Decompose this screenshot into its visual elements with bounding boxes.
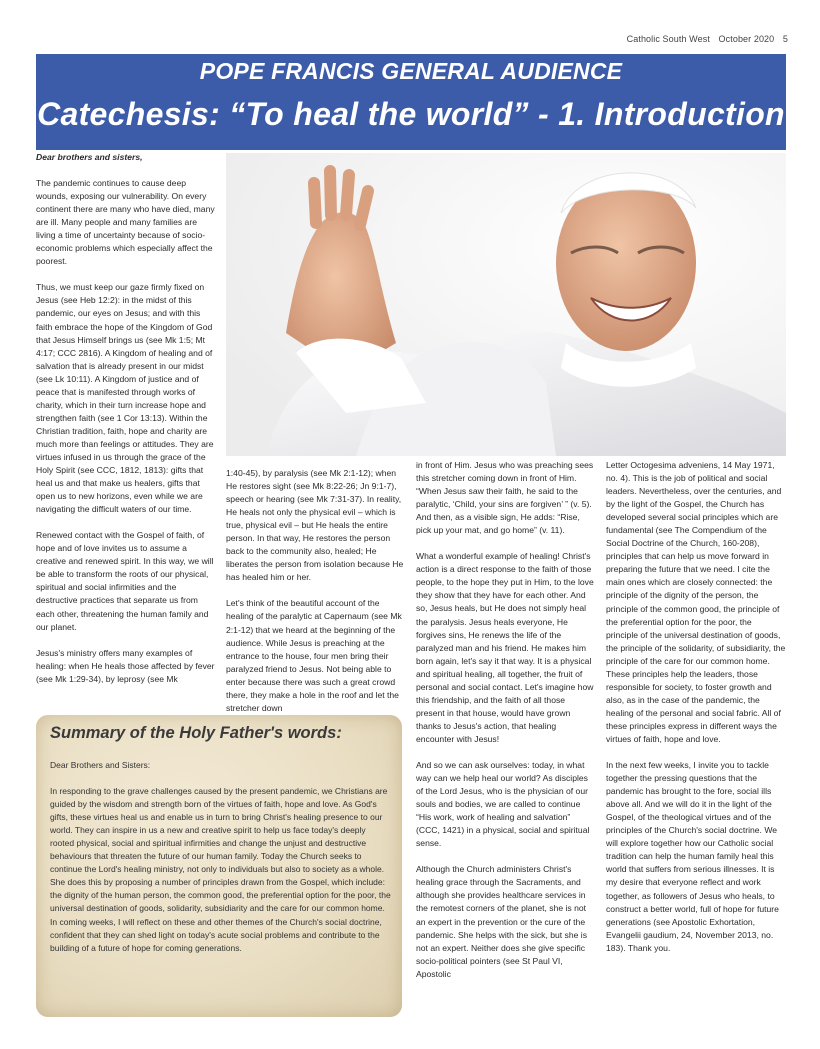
summary-box [36,715,402,1017]
paragraph: Renewed contact with the Gospel of faith, of hope and of love invites us to assume a creative and renewed spirit. In this way, we will be able to transform the roots of our physical, spiritual and social infirmities and the destructive practices that separate us from each other, threatening the human family and our planet. [36,530,214,632]
article-column-2 [226,467,404,728]
issue-date: October 2020 [718,34,775,44]
page-number: 5 [782,34,788,44]
pope-illustration [226,153,786,456]
article-column-1 [36,151,216,699]
banner-kicker: POPE FRANCIS GENERAL AUDIENCE [199,58,623,84]
paragraph: Jesus's ministry offers many examples of healing: when He heals those affected by fever (see Mk 1:29-34), by leprosy (see Mk [36,647,215,684]
publication-name: Catholic South West [626,34,710,44]
paragraph: In the next few weeks, I invite you to tackle together the pressing questions that the pandemic has brought to the fore, social ills above all. And we will do it in the light of the Gospel, of the theological virtues and of the principles of the Church's social doctrine. We will explore together how our Catholic social tradition can help the human family heal this world that suffers from serious illnesses. It is my desire that everyone reflect and work together, as followers of Jesus who heals, to construct a better world, full of hope for future generations (see Apostolic Exhortation, Evangelii gaudium, 24, November 2013, no. 183). Thank you. [606,760,779,953]
paragraph: Let's think of the beautiful account of the healing of the paralytic at Capernaum (see Mk 2:1-12) that we heard at the beginning of the audience. While Jesus is preaching at the entrance to the house, four men bring their paralyzed friend to Jesus. Not being able to enter because there was such a great crowd there, they make a hole in the roof and let the stretcher down [226,598,402,713]
paragraph: Letter Octogesima adveniens, 14 May 1971, no. 4). This is the job of political and social leaders. Nevertheless, over the centuries, and by the light of the Gospel, the Church has developed several social principles which are fundamental (see The Compendium of the Social Doctrine of the Church, 160-208), principles that can help us move forward in preparing the future that we need. I cite the main ones which are closely connected: the principle of the dignity of the person, the principle of the common good, the principle of the preferential option for the poor, the principle of the universal destination of goods, the principle of the solidarity, of subsidiarity, the principle of the care for our common home. These principles help the leaders, those responsible for society, to foster growth and also, as in the case of the pandemic, the healing of the personal and social fabric. All of these principles express in different ways the virtues of faith, hope and love. [606,460,786,744]
summary-text: In responding to the grave challenges caused by the present pandemic, we Christians are guided by the wisdom and strength born of the virtues of faith, hope and love. As God's gifts, these virtues heal us and enable us in turn to bring Christ's healing presence to our world. They can inspire in us a new and creative spirit to help us face today's deeply rooted physical, social and spiritual infirmities and change the unjust and destructive behaviours that threaten the future of our human family. Today the Church seeks to continue the Lord's healing ministry, not only to individuals but also to society as a whole. She does this by proposing a number of principles drawn from the Gospel, which include: the dignity of the human person, the common good, the preferential option for the poor, the universal destination of goods, solidarity, subsidiarity and the care for our common home. In coming weeks, I will reflect on these and other themes of the Church's social doctrine, confident that they can shed light on today's acute social problems and contribute to the building of a future of hope for coming generations. [50,786,391,953]
paragraph: Thus, we must keep our gaze firmly fixed on Jesus (see Heb 12:2): in the midst of this pandemic, our eyes on Jesus; and with this faith embrace the hope of the Kingdom of God that Jesus Himself brings us (see Mk 1:5; Mt 4:17; CCC 2816). A Kingdom of healing and of salvation that is already present in our midst (see Lk 10:11). A Kingdom of justice and of peace that is manifested through works of charity, which in their turn increase hope and strengthen faith (see 1 Cor 13:13). Within the Christian tradition, faith, hope and charity are much more than feelings or attitudes. They are virtues infused in us through the grace of the Holy Spirit (see CCC, 1812, 1813): gifts that heal us and that make us healers, gifts that open us to new horizons, even while we are navigating the difficult waters of our time. [36,282,214,515]
summary-greeting: Dear Brothers and Sisters: [50,760,151,770]
article-column-4 [606,459,786,968]
paragraph: What a wonderful example of healing! Christ's action is a direct response to the faith of those people, to the hope they put in Him, to the love they show that they have for each other. And so, Jesus heals, but He does not simply heal the paralysis. Jesus heals everyone, He forgives sins, He renews the life of the paralyzed man and his friend. He makes him born again, let's say it that way. It is a physical and spiritual healing, all together, the fruit of personal and social contact. Let's imagine how this friendship, and the faith of all those present in that house, would have grown thanks to Jesus's action, that healing encounter with Jesus! [416,551,594,744]
paragraph: in front of Him. Jesus who was preaching sees this stretcher coming down in front of Him. “When Jesus saw their faith, he said to the paralytic, ‘Child, your sins are forgiven’ ” (v. 5). And then, as a visible sign, He adds: “Rise, pick up your mat, and go home” (v. 11). [416,460,594,536]
paragraph: Although the Church administers Christ's healing grace through the Sacraments, and although she provides healthcare services in the remotest corners of the planet, she is not an expert in the prevention or the cure of the pandemic. She helps with the sick, but she is not an expert. Neither does she give specific socio-political pointers (see St Paul VI, Apostolic [416,864,588,979]
title-banner [36,54,786,150]
running-head [621,34,788,44]
paragraph: The pandemic continues to cause deep wounds, exposing our vulnerability. On every continent there are many who have died, many are ill. Many people and many families are living a time of uncertainty because of socio-economic problems which especially affect the poorest. [36,178,215,267]
pope-photo [226,153,786,456]
paragraph: 1:40-45), by paralysis (see Mk 2:1-12); when He restores sight (see Mk 8:22-26; Jn 9:1-7), speech or hearing (see Mk 7:31-37). In reality, He heals not only the physical evil – which is true, physical evil – but He heals the entire person. In that way, He restores the person back to the community also, healed; He liberates the person from isolation because He has healed him or her. [226,468,404,583]
article-headline: Catechesis: “To heal the world” - 1. Introduction [37,96,785,132]
summary-body [50,759,392,968]
summary-title: Summary of the Holy Father's words: [50,724,342,742]
salutation: Dear brothers and sisters, [36,152,143,162]
article-column-3 [416,459,596,994]
paragraph: And so we can ask ourselves: today, in what way can we help heal our world? As disciples of the Lord Jesus, who is the physician of our souls and bodies, we are called to continue “His work, work of healing and salvation” (CCC, 1421) in a physical, social and spiritual sense. [416,759,590,849]
